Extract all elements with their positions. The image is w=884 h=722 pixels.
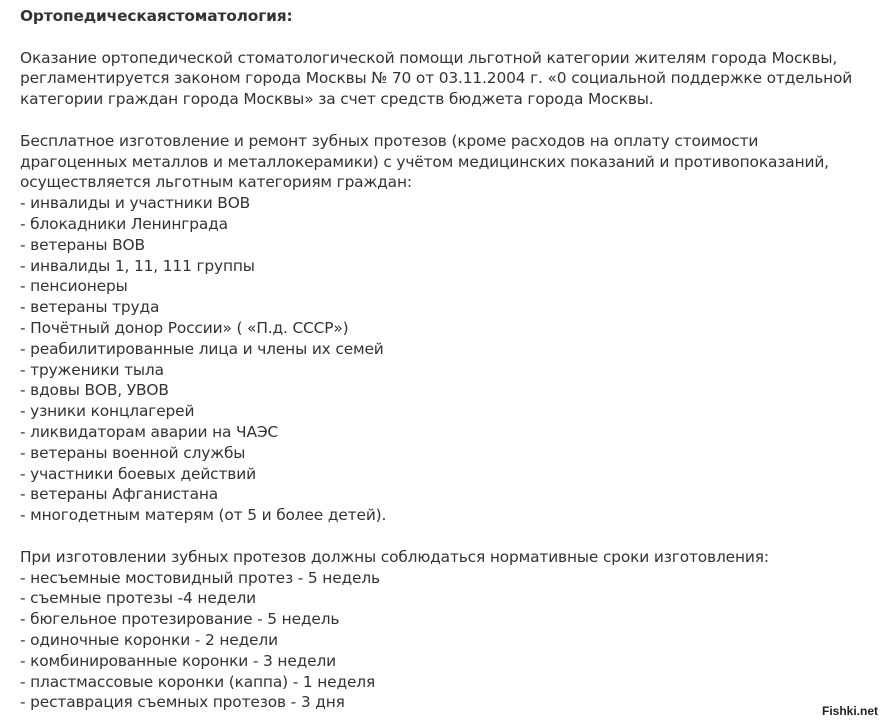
list-item: - бюгельное протезирование - 5 недель	[20, 610, 340, 629]
list-item: - Почётный донор России» ( «П.д. СССР»)	[20, 318, 349, 337]
list-item: - многодетным матерям (от 5 и более детей).	[20, 506, 387, 525]
free-prosthetics-paragraph: Бесплатное изготовление и ремонт зубных протезов (кроме расходов на оплату стоимости драгоценных металлов и металлокерамики) с учётом медицинских показаний и противопоказаний, осуществляется льготным категориям граждан:	[20, 131, 829, 192]
spacer	[20, 526, 870, 547]
list-item: - реабилитированные лица и члены их семей	[20, 339, 384, 358]
list-item: - одиночные коронки - 2 недели	[20, 630, 278, 649]
list-item: - ликвидаторам аварии на ЧАЭС	[20, 422, 279, 441]
list-item: - инвалиды и участники ВОВ	[20, 194, 251, 213]
list-item: - пластмассовые коронки (каппа) - 1 неделя	[20, 672, 376, 691]
list-item: - блокадники Ленинграда	[20, 214, 228, 233]
list-item: - ветераны военной службы	[20, 443, 246, 462]
list-item: - узники концлагерей	[20, 402, 195, 421]
list-item: - труженики тыла	[20, 360, 164, 379]
list-item: - участники боевых действий	[20, 464, 256, 483]
list-item: - ветераны ВОВ	[20, 235, 145, 254]
list-item: - ветераны Афганистана	[20, 485, 219, 504]
watermark-logo: Fishki.net	[821, 704, 878, 718]
article-content	[20, 6, 870, 713]
beneficiary-categories-list	[20, 193, 870, 526]
spacer	[20, 110, 870, 131]
spacer	[20, 27, 870, 48]
list-item: - пенсионеры	[20, 277, 128, 296]
section-title: Ортопедическаястоматология:	[20, 7, 293, 25]
list-item: - съемные протезы -4 недели	[20, 589, 257, 608]
list-item: - ветераны труда	[20, 298, 160, 317]
list-item: - инвалиды 1, 11, 111 группы	[20, 256, 255, 275]
terms-paragraph: При изготовлении зубных протезов должны соблюдаться нормативные сроки изготовления:	[20, 547, 769, 566]
list-item: - вдовы ВОВ, УВОВ	[20, 381, 169, 400]
intro-paragraph: Оказание ортопедической стоматологической помощи льготной категории жителям города Москвы, регламентируется законом города Москвы № 70 от 03.11.2004 г. «0 социальной поддержке отдельной категории граждан города Москвы» за счет средств бюджета города Москвы.	[20, 48, 853, 109]
list-item: - реставрация съемных протезов - 3 дня	[20, 693, 345, 712]
list-item: - несъемные мостовидный протез - 5 недель	[20, 568, 380, 587]
production-terms-list	[20, 568, 870, 714]
list-item: - комбинированные коронки - 3 недели	[20, 651, 337, 670]
